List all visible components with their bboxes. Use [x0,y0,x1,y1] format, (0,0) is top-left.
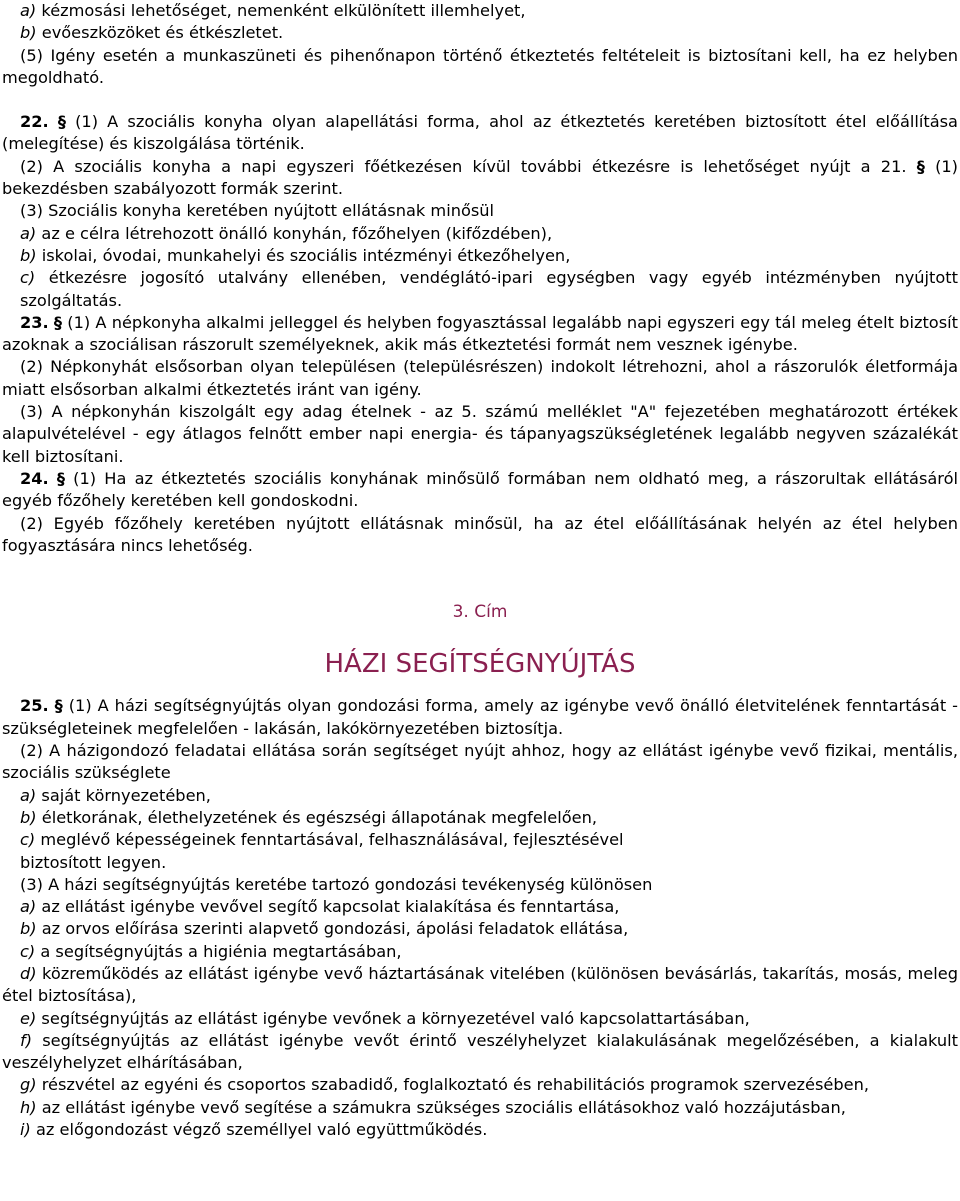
section-25-3: (3) A házi segítségnyújtás keretébe tartozó gondozási tevékenység különösen [20,874,653,894]
section-sign: § [916,156,925,176]
item-label: d) [20,963,37,983]
list-item-a [2,223,958,245]
list-item-f [2,1030,958,1075]
section-text: (1) Ha az étkeztetés szociális konyhának minősülő formában nem oldható meg, a rászorultak ellátásáról egyéb főzőhely keretében kell gondoskodni. [2,468,958,511]
section-22-3: (3) Szociális konyha keretében nyújtott ellátásnak minősül [20,201,495,221]
section-number: 23. [20,312,49,332]
list-item-b [2,918,958,940]
list-item-i [2,1119,958,1141]
section-25-2: (2) A házigondozó feladatai ellátása során segítséget nyújt ahhoz, hogy az ellátást igénybe vevő fizikai, mentális, szociális szükséglete [2,741,958,783]
list-item-c [2,941,958,963]
item-text: a segítségnyújtás a higiénia megtartásában, [35,941,402,961]
list-item-g [2,1074,958,1096]
section-25-1 [2,695,958,740]
item-text: az orvos előírása szerinti alapvető gondozási, ápolási feladatok ellátása, [36,919,629,939]
section-sign: § [53,312,63,332]
section-text: (1) A házi segítségnyújtás olyan gondozási forma, amely az igénybe vevő önálló életvitelének fenntartását - szükségleteinek megfelelően - lakásán, lakókörnyezetében biztosítja. [2,696,958,738]
item-label: b) [20,919,37,939]
item-label: g) [20,1075,37,1095]
list-item-b [2,245,958,267]
section-number: 25. [20,696,49,716]
chapter-label: 3. Cím [452,602,508,623]
list-item-b [2,807,958,829]
section-text-b: (1) bekezdésben szabályozott formák szerint. [2,156,958,199]
item-label: a) [20,897,37,917]
section-text: (1) A szociális konyha olyan alapellátási forma, ahol az étkeztetés keretében biztosított étel előállítása (melegítése) és kiszolgálása történik. [2,112,958,154]
item-label: h) [20,1097,37,1117]
chapter-heading: HÁZI SEGÍTSÉGNYÚJTÁS [324,649,636,680]
list-item-d [2,963,958,1008]
list-item-e [2,1008,958,1030]
item-text: az előgondozást végző személlyel való együttműködés. [30,1120,488,1140]
item-text: életkorának, élethelyzetének és egészségi állapotának megfelelően, [36,807,598,827]
item-label: b) [20,807,37,827]
item-label: c) [20,268,36,288]
list-item-a [2,785,958,807]
section-22-2 [2,156,958,201]
item-text: meglévő képességeinek fenntartásával, felhasználásával, fejlesztésével biztosított legyen. [20,830,624,872]
item-label: i) [20,1120,31,1140]
paragraph-item-b [2,22,958,44]
item-label: c) [20,941,36,961]
paragraph-subsection-5: (5) Igény esetén a munkaszüneti és pihenőnapon történő étkeztetés feltételeit is biztosítani kell, ha ez helyben megoldható. [2,45,958,87]
item-label: e) [20,1008,37,1028]
section-22-1 [2,111,958,156]
item-text: az ellátást igénybe vevővel segítő kapcsolat kialakítása és fenntartása, [36,897,620,917]
item-label: a) [20,223,37,243]
item-text: az e célra létrehozott önálló konyhán, főzőhelyen (kifőzdében), [36,223,553,243]
list-item-a [2,896,958,918]
section-sign: § [56,468,65,488]
item-text: saját környezetében, [36,785,211,805]
item-label: b) [20,23,37,43]
item-text: részvétel az egyéni és csoportos szabadidő, foglalkoztató és rehabilitációs programok szervezésében, [36,1075,870,1095]
item-text: segítségnyújtás az ellátást igénybe vevőt érintő veszélyhelyzet kialakulásának megelőzésében, a kialakult veszélyhelyzet elhárításában, [2,1030,958,1073]
item-label: b) [20,245,37,265]
item-label: f) [20,1030,33,1050]
item-label: c) [20,830,36,850]
section-number: 22. [20,112,49,132]
section-text: (1) A népkonyha alkalmi jelleggel és helyben fogyasztással legalább napi egyszeri egy tál meleg ételt biztosít azoknak a szociálisan rászorult személyeknek, akik más étkeztetési formát nem vesznek igénybe. [2,312,958,355]
paragraph-item-a [2,0,958,22]
section-text-a: (2) A szociális konyha a napi egyszeri főétkezésen kívül további étkezésre is lehetőséget nyújt a 21. [20,156,917,176]
section-24-2: (2) Egyéb főzőhely keretében nyújtott ellátásnak minősül, ha az étel előállításának helyén az étel helyben fogyasztására nincs lehetőség. [2,513,958,555]
list-item-c [2,267,958,312]
section-sign: § [57,112,66,132]
item-label: a) [20,785,37,805]
item-text: kézmosási lehetőséget, nemenként elkülönített illemhelyet, [36,1,526,20]
list-item-c [2,829,958,874]
item-text: segítségnyújtás az ellátást igénybe vevőnek a környezetével való kapcsolattartásában, [36,1008,750,1028]
section-23-2: (2) Népkonyhát elsősorban olyan településen (településrészen) indokolt létrehozni, ahol a rászorulók életformája miatt elsősorban alkalmi étkeztetés iránt van igény. [2,357,958,399]
item-text: evőeszközöket és étkészletet. [36,23,284,43]
section-23-1 [2,312,958,357]
section-24-1 [2,468,958,513]
item-text: iskolai, óvodai, munkahelyi és szociális intézményi étkezőhelyen, [36,245,571,265]
item-label: a) [20,1,37,20]
section-sign: § [54,696,63,716]
list-item-h [2,1097,958,1119]
section-23-3: (3) A népkonyhán kiszolgált egy adag ételnek - az 5. számú melléklet "A" fejezetében meghatározott értékek alapulvételével - egy átlagos felnőtt ember napi energia- és tápanyagszükségletének legalább negyven százalékát kell biztosítani. [2,402,958,466]
section-number: 24. [20,468,49,488]
item-text: az ellátást igénybe vevő segítése a számukra szükséges szociális ellátásokhoz való hozzájutásban, [36,1097,846,1117]
item-text: étkezésre jogosító utalvány ellenében, vendéglátó-ipari egységben vagy egyéb intézményben nyújtott szolgáltatás. [20,268,958,310]
item-text: közreműködés az ellátást igénybe vevő háztartásának vitelében (különösen bevásárlás, takarítás, mosás, meleg étel biztosítása), [2,963,958,1006]
